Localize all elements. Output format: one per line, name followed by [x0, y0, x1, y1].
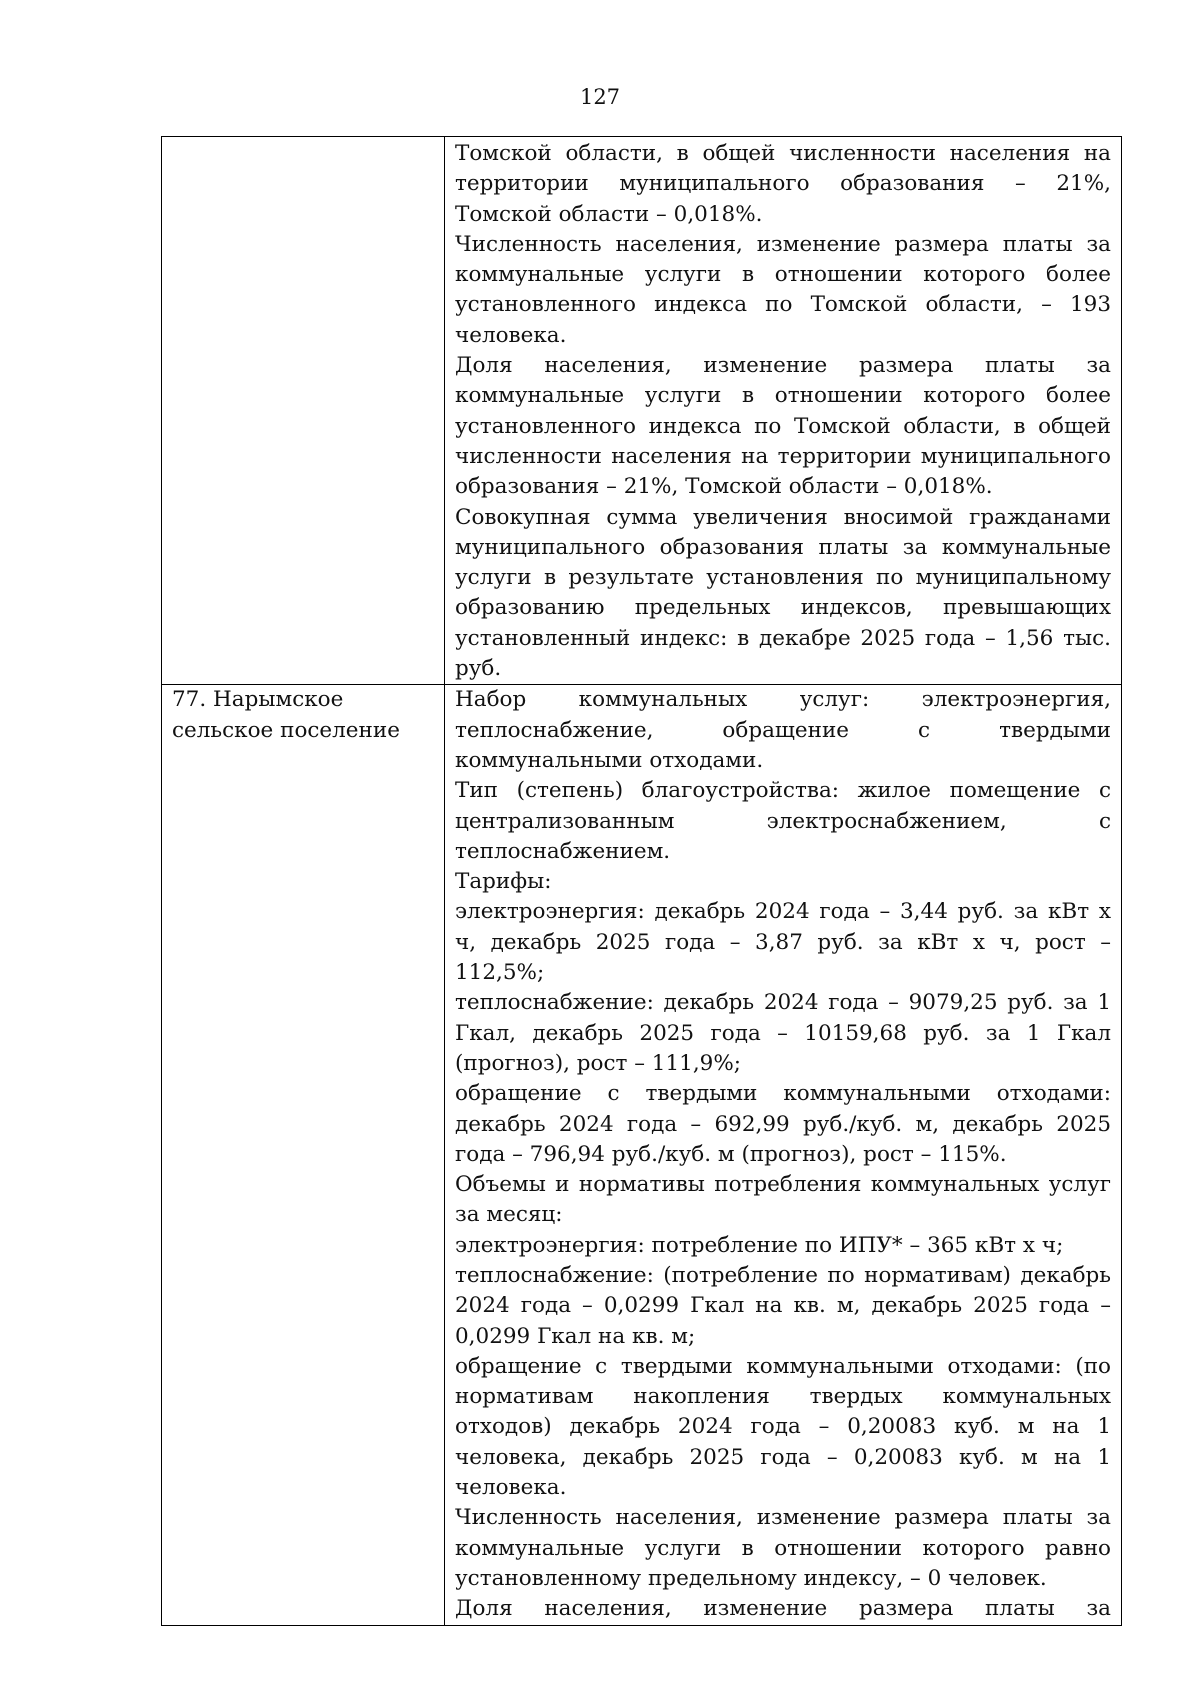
paragraph: обращение с твердыми коммунальными отходами: (по нормативам накопления твердых коммунальных отходов) декабрь 2024 года – 0,20083 куб. м на 1 человека, декабрь 2025 года – 0,20083 куб. м на 1 человека.: [455, 1353, 1111, 1501]
paragraph: Тарифы:: [455, 869, 552, 895]
municipality-cell: 77. Нарымское сельское поселение: [162, 685, 445, 1625]
municipality-cell: [162, 137, 445, 685]
paragraph: Доля населения, изменение размера платы за: [455, 1596, 1111, 1622]
page-number: 127: [579, 85, 621, 109]
paragraph: Набор коммунальных услуг: электроэнергия, теплоснабжение, обращение с твердыми коммунальными отходами.: [455, 687, 1111, 773]
table-row: [162, 685, 1122, 1625]
municipal-table: [161, 136, 1122, 1626]
details-cell: [445, 685, 1122, 1625]
paragraph: теплоснабжение: декабрь 2024 года – 9079,25 руб. за 1 Гкал, декабрь 2025 года – 10159,68 руб. за 1 Гкал (прогноз), рост – 111,9%;: [455, 990, 1111, 1076]
paragraph: электроэнергия: декабрь 2024 года – 3,44 руб. за кВт х ч, декабрь 2025 года – 3,87 руб. за кВт х ч, рост – 112,5%;: [455, 899, 1111, 986]
paragraph: Тип (степень) благоустройства: жилое помещение с централизованным электроснабжением, с теплоснабжением.: [455, 778, 1111, 864]
paragraph: обращение с твердыми коммунальными отходами: декабрь 2024 года – 692,99 руб./куб. м, декабрь 2025 года – 796,94 руб./куб. м (прогноз), рост – 115%.: [455, 1081, 1111, 1167]
table-row: [162, 137, 1122, 685]
details-cell: [445, 137, 1122, 685]
paragraph: Томской области, в общей численности населения на территории муниципального образования – 21%, Томской области – 0,018%.: [455, 141, 1111, 227]
paragraph: электроэнергия: потребление по ИПУ* – 365 кВт х ч;: [455, 1232, 1064, 1258]
paragraph: Численность населения, изменение размера платы за коммунальные услуги в отношении которого более установленного индекса по Томской области, – 193 человека.: [455, 231, 1111, 348]
paragraph: Объемы и нормативы потребления коммунальных услуг за месяц:: [455, 1172, 1111, 1228]
paragraph: теплоснабжение: (потребление по нормативам) декабрь 2024 года – 0,0299 Гкал на кв. м, декабрь 2025 года – 0,0299 Гкал на кв. м;: [455, 1262, 1111, 1349]
paragraph: Численность населения, изменение размера платы за коммунальные услуги в отношении которого равно установленному предельному индексу, – 0 человек.: [455, 1505, 1111, 1591]
paragraph: Совокупная сумма увеличения вносимой гражданами муниципального образования платы за коммунальные услуги в результате установления по муниципальному образованию предельных индексов, превышающих установленный индекс: в декабре 2025 года – 1,56 тыс. руб.: [455, 504, 1111, 682]
paragraph: Доля населения, изменение размера платы за коммунальные услуги в отношении которого более установленного индекса по Томской области, в общей численности населения на территории муниципального образования – 21%, Томской области – 0,018%.: [455, 353, 1111, 500]
